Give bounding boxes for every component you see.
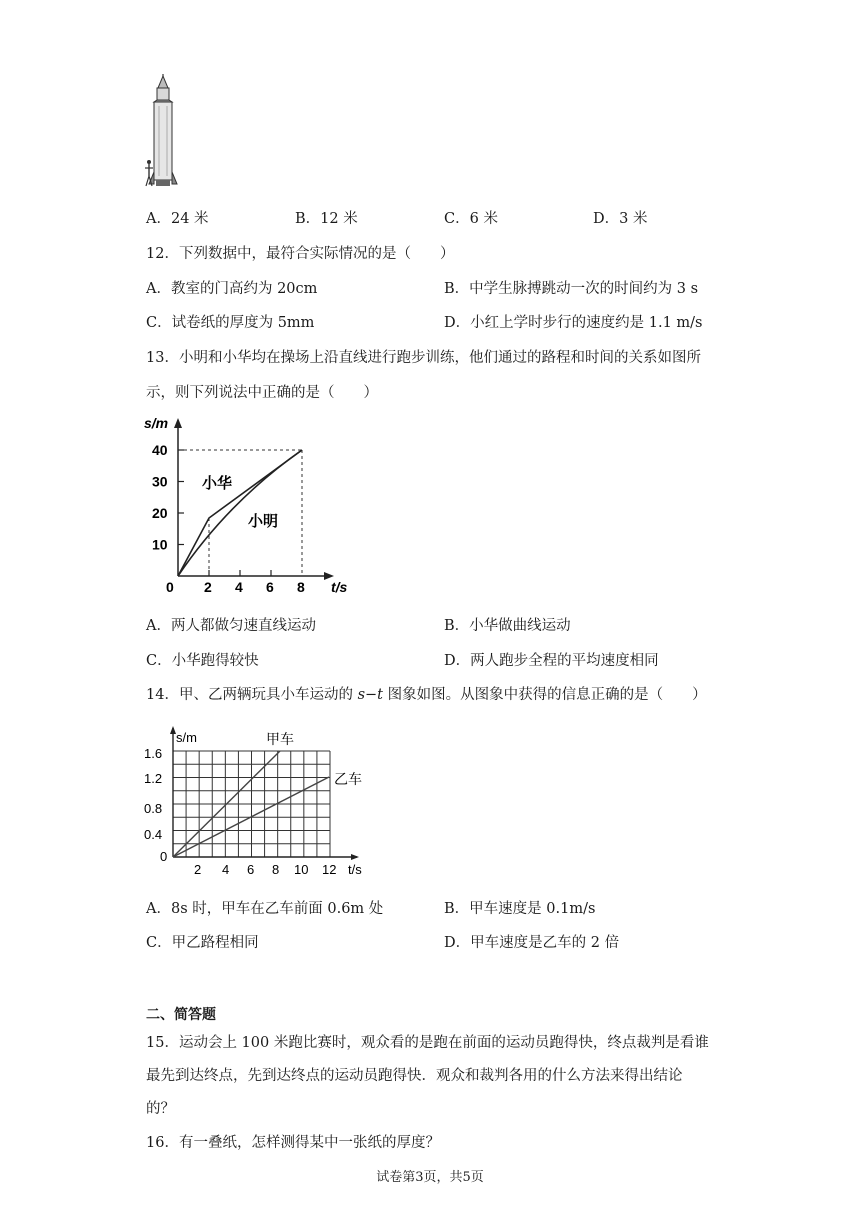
q14-y-tick-0.8: 0.8 (144, 801, 163, 816)
q14-label-yi: 乙车 (334, 771, 362, 787)
q13-option-d: D．两人跑步全程的平均速度相同 (444, 653, 659, 669)
q11-option-d: D．3 米 (593, 211, 648, 227)
q14-x-tick-6: 6 (247, 862, 255, 877)
q14-y-tick-0.4: 0.4 (144, 827, 163, 842)
q12-option-c: C．试卷纸的厚度为 5mm (146, 315, 315, 331)
q13-x-axis-label: t/s (331, 579, 348, 595)
q14-x-tick-10: 10 (294, 862, 309, 877)
section-title-short-answer: 二、简答题 (146, 1007, 216, 1023)
q13-label-xiaohua: 小华 (202, 475, 233, 492)
q14-x-tick-2: 2 (194, 862, 202, 877)
q13-y-tick-30: 30 (152, 473, 168, 490)
q13-y-tick-10: 10 (152, 536, 168, 553)
q14-graph (142, 722, 372, 882)
q13-x-tick-8: 8 (297, 579, 305, 595)
q14-option-b: B．甲车速度是 0.1m/s (444, 901, 596, 917)
q13-x-tick-4: 4 (235, 579, 243, 595)
q15-line2: 最先到达终点，先到达终点的运动员跑得快．观众和裁判各用的什么方法来得出结论 (146, 1068, 683, 1084)
q13-x-tick-2: 2 (204, 579, 212, 595)
q14-y-tick-1.2: 1.2 (144, 771, 163, 786)
q13-option-c: C．小华跑得较快 (146, 653, 259, 669)
q11-option-a: A．24 米 (146, 211, 209, 227)
q15-line3: 的？ (146, 1101, 175, 1117)
q12-option-b: B．中学生脉搏跳动一次的时间约为 3 s (444, 281, 699, 297)
q14-option-c: C．甲乙路程相同 (146, 935, 259, 951)
q13-y-tick-20: 20 (152, 505, 168, 521)
q13-label-xiaoming: 小明 (248, 513, 279, 530)
q13-origin: 0 (166, 579, 174, 595)
q12-option-a: A．教室的门高约为 20cm (146, 281, 318, 297)
q14-stem: 14．甲、乙两辆玩具小车运动的 s−t 图象如图。从图象中获得的信息正确的是（ ） (146, 687, 707, 703)
q14-option-a: A．8s 时，甲车在乙车前面 0.6m 处 (146, 901, 384, 917)
page-footer: 试卷第3页，共5页 (376, 1170, 484, 1185)
q16: 16．有一叠纸，怎样测得某中一张纸的厚度？ (146, 1135, 440, 1151)
q11-option-b: B．12 米 (295, 211, 358, 227)
q11-option-c: C．6 米 (444, 211, 498, 227)
q13-x-tick-6: 6 (266, 579, 274, 595)
q14-origin: 0 (160, 849, 168, 864)
q14-x-tick-4: 4 (222, 862, 230, 877)
xiaohua-curve (178, 450, 302, 576)
q12-option-d: D．小红上学时步行的速度约是 1.1 m/s (444, 315, 703, 331)
q13-y-tick-40: 40 (152, 442, 168, 458)
q13-option-b: B．小华做曲线运动 (444, 618, 571, 634)
q14-y-tick-1.6: 1.6 (144, 746, 163, 761)
q14-x-axis-label: t/s (348, 862, 362, 877)
q12-stem: 12．下列数据中，最符合实际情况的是（ ） (146, 246, 455, 262)
q14-label-jia: 甲车 (266, 731, 294, 747)
q14-y-axis-label: s/m (176, 730, 197, 745)
q13-option-a: A．两人都做匀速直线运动 (146, 618, 316, 634)
q14-x-tick-8: 8 (272, 862, 280, 877)
q13-y-axis-label: s/m (144, 415, 169, 431)
q15-line1: 15．运动会上 100 米跑比赛时，观众看的是跑在前面的运动员跑得快，终点裁判是看谁 (146, 1035, 709, 1051)
rocket-figure (140, 72, 186, 190)
q13-stem-line2: 示，则下列说法中正确的是（ ） (146, 385, 378, 401)
q14-option-d: D．甲车速度是乙车的 2 倍 (444, 935, 620, 951)
xiaoming-curve (178, 450, 302, 576)
q13-graph (138, 412, 363, 597)
q14-x-tick-12: 12 (322, 862, 337, 877)
q13-stem-line1: 13．小明和小华均在操场上沿直线进行跑步训练，他们通过的路程和时间的关系如图所 (146, 350, 701, 366)
